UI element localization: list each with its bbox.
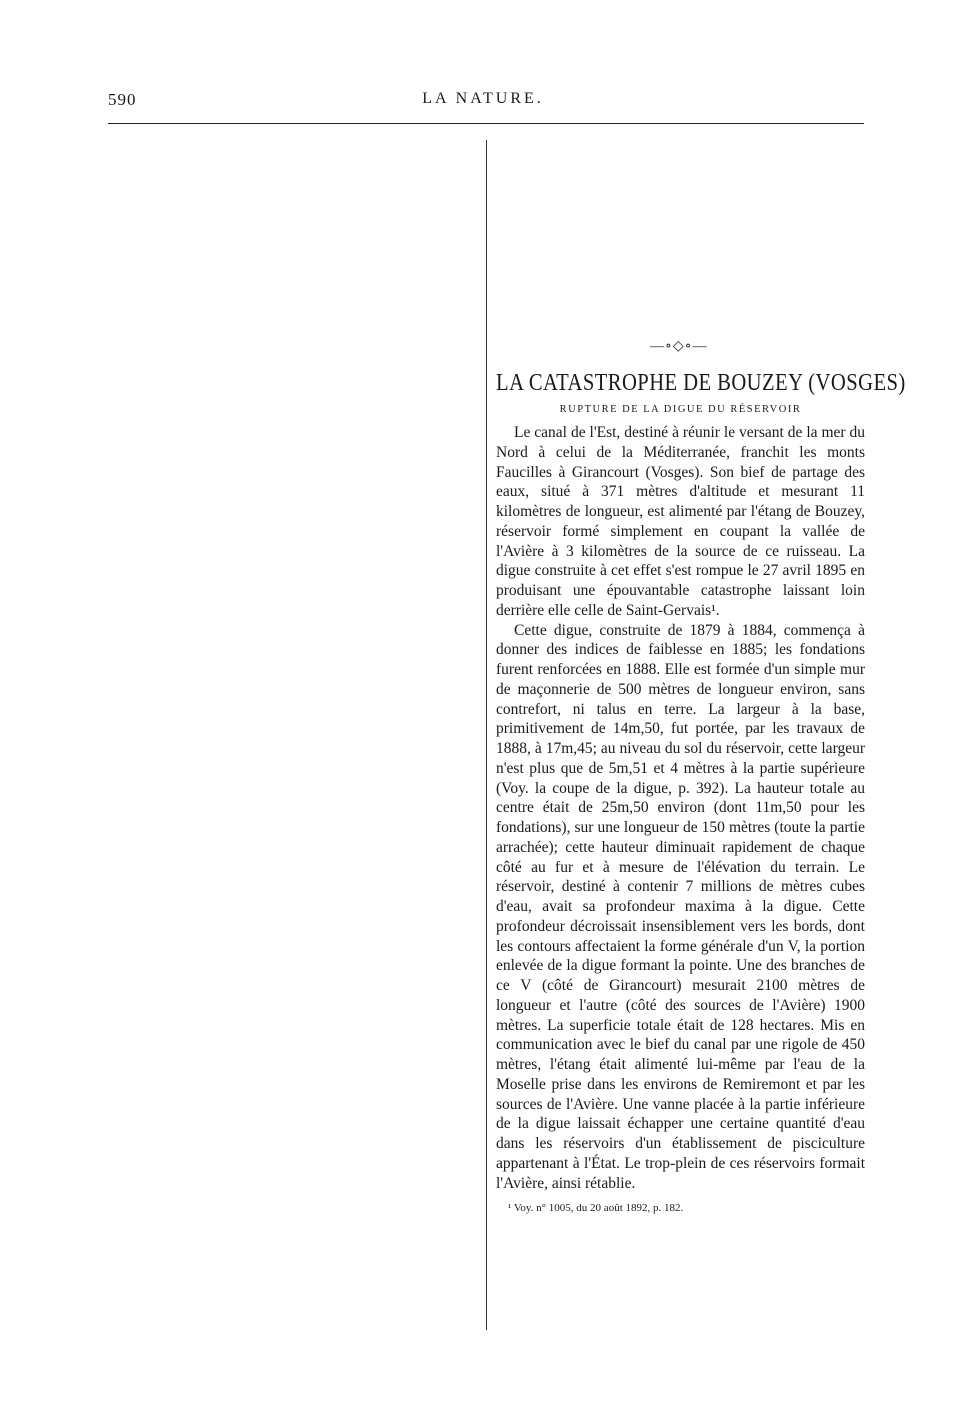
running-head: LA NATURE.	[422, 90, 544, 107]
article-title: LA CATASTROPHE DE BOUZEY (VOSGES)	[496, 370, 906, 396]
article	[496, 368, 906, 1215]
paragraph-1: Le canal de l'Est, destiné à réunir le versant de la mer du Nord à celui de la Méditerranée, franchit les monts Faucilles à Girancourt (Vosges). Son bief de partage des eaux, situé à 371 mètres d'altitude et mesurant 11 kilomètres de longueur, est alimenté par l'étang de Bouzey, réservoir formé simplement en coupant la vallée de l'Avière à 3 kilomètres de la source de ce ruisseau. La digue construite à cet effet s'est rompue le 27 avril 1895 en produisant une épouvantable catastrophe laissant loin derrière elle celle de Saint-Gervais¹.	[496, 424, 865, 619]
header-rule	[108, 123, 864, 124]
paragraph-2: Cette digue, construite de 1879 à 1884, commença à donner des indices de faiblesse en 1885; les fondations furent renforcées en 1888. Elle est formée d'un simple mur de maçonnerie de 500 mètres de longueur environ, sans contrefort, ni talus en terre. La largeur à la base, primitivement de 14m,50, fut portée, par les travaux de 1888, à 17m,45; au niveau du sol du réservoir, cette largeur n'est plus que de 5m,51 et 4 mètres à la partie supérieure (Voy. la coupe de la digue, p. 392). La hauteur totale au centre était de 25m,50 environ (dont 11m,50 pour les fondations), sur une longueur de 150 mètres (toute la partie arrachée); cette hauteur diminuait rapidement de chaque côté au fur et à mesure de l'élévation du terrain. Le réservoir, destiné à contenir 7 millions de mètres cubes d'eau, avait sa profondeur maxima à la digue. Cette profondeur décroissait insensiblement vers les bords, dont les contours affectaient la forme générale d'un V, la portion enlevée de la digue formant la pointe. Une des branches de ce V (côté de Girancourt) mesurait 2100 mètres de longueur et l'autre (côté des sources de l'Avière) 1900 mètres. La superficie totale était de 128 hectares. Mis en communication avec le bief du canal par une rigole de 450 mètres, l'étang était alimenté lui-même par l'eau de la Moselle prise dans les environs de Remiremont et par les sources de l'Avière. Une vanne placée à la partie inférieure de la digue laissait échapper une certaine quantité d'eau dans les réservoirs d'un établissement de pisciculture appartenant à l'État. Le trop-plein de ces réservoirs formait l'Avière, ainsi rétablie.	[496, 621, 865, 1192]
article-subtitle: RUPTURE DE LA DIGUE DU RÉSERVOIR	[559, 404, 802, 415]
column-rule	[486, 140, 487, 1330]
section-ornament: —∘◇∘—	[650, 339, 708, 354]
page-number: 590	[108, 90, 137, 109]
footnote: ¹ Voy. n° 1005, du 20 août 1892, p. 182.	[508, 1202, 684, 1215]
footnote-separator	[496, 1193, 865, 1201]
